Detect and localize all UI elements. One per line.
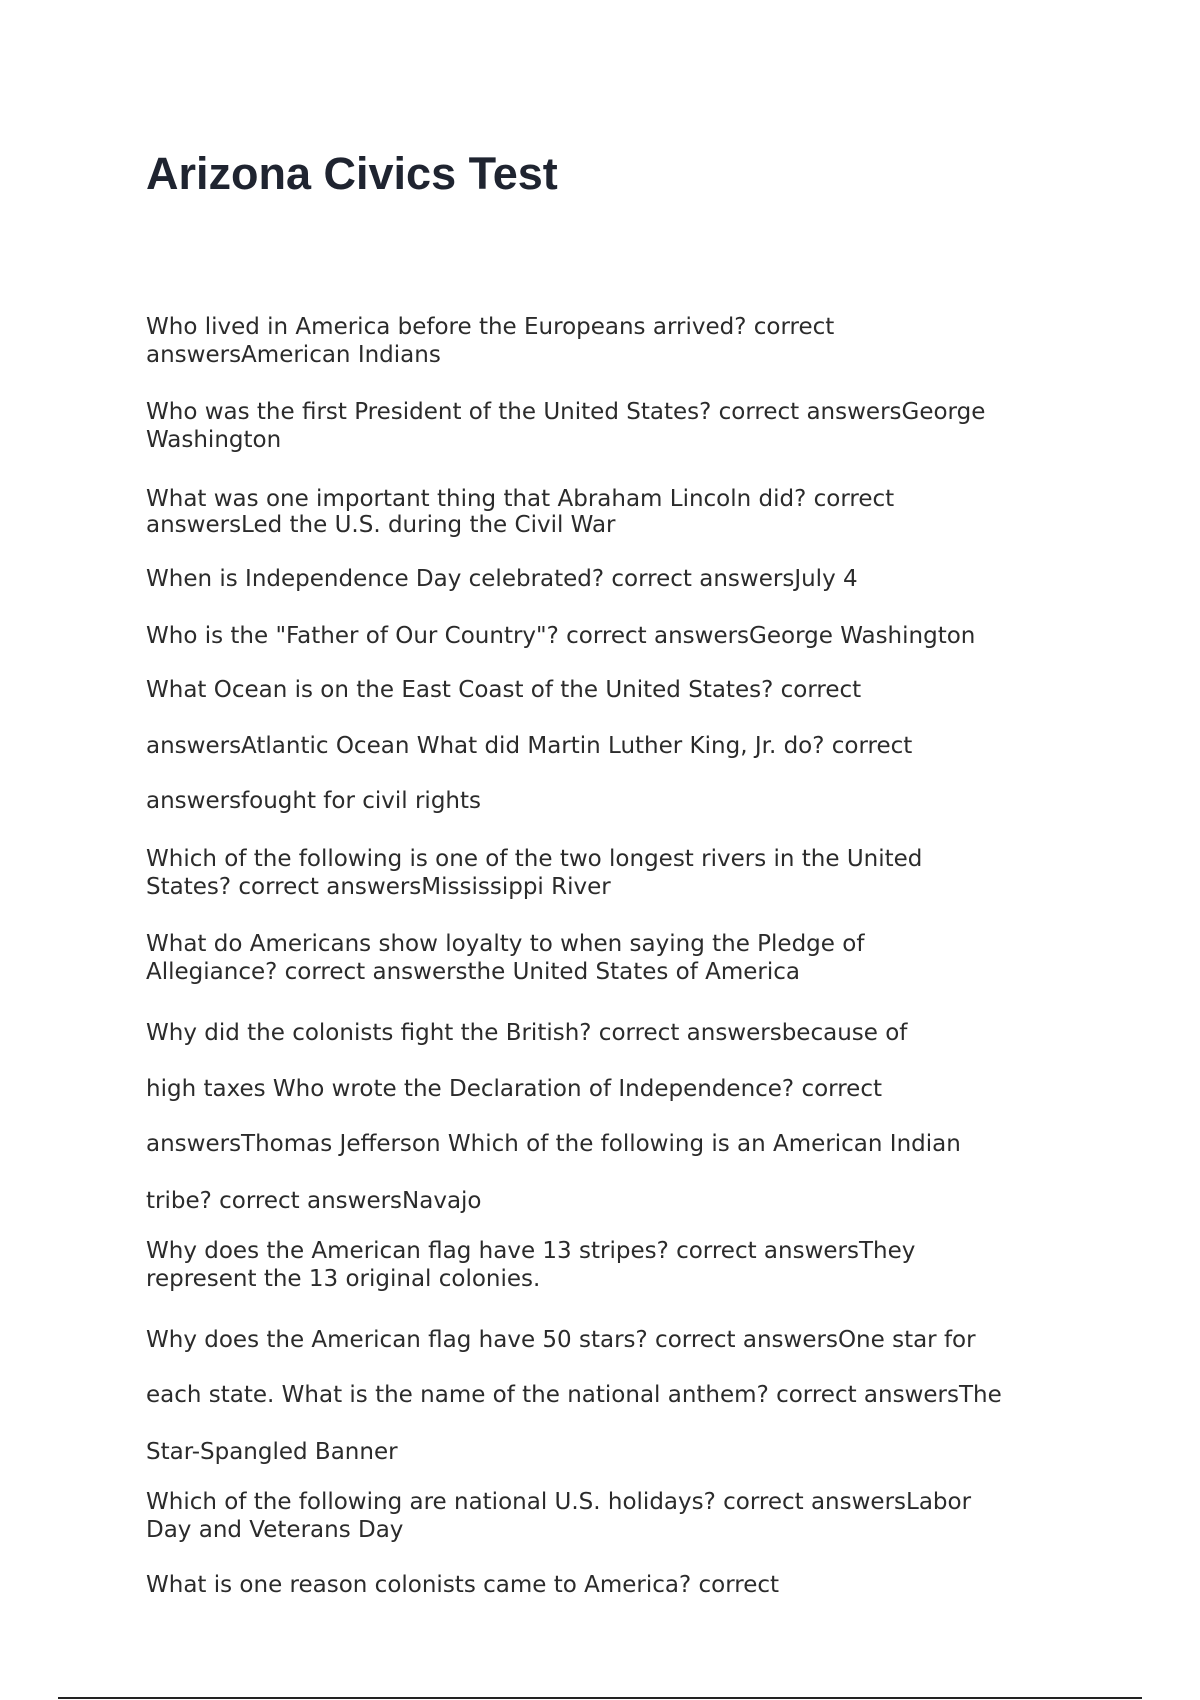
text-line: States? correct answersMississippi River	[146, 874, 611, 900]
text-line: Day and Veterans Day	[146, 1517, 404, 1543]
text-line: Which of the following are national U.S. holidays? correct answersLabor	[146, 1489, 972, 1515]
text-line: What was one important thing that Abraham Lincoln did? correct	[146, 486, 895, 512]
document-title: Arizona Civics Test	[146, 148, 558, 199]
text-line: Who is the "Father of Our Country"? correct answersGeorge Washington	[146, 623, 976, 649]
text-line: answersAtlantic Ocean What did Martin Luther King, Jr. do? correct	[146, 733, 913, 759]
text-line: answersAmerican Indians	[146, 342, 441, 368]
text-line: What is one reason colonists came to America? correct	[146, 1572, 780, 1598]
text-line: tribe? correct answersNavajo	[146, 1188, 482, 1214]
text-line: Allegiance? correct answersthe United States of America	[146, 959, 801, 985]
text-line: Why does the American flag have 13 stripes? correct answersThey	[146, 1238, 916, 1264]
page-bottom-rule	[58, 1697, 1142, 1699]
text-line: answersfought for civil rights	[146, 788, 482, 814]
text-line: each state. What is the name of the national anthem? correct answersThe	[146, 1382, 1002, 1408]
text-line: Who was the first President of the United States? correct answersGeorge	[146, 399, 986, 425]
text-line: What Ocean is on the East Coast of the United States? correct	[146, 677, 862, 703]
text-line: high taxes Who wrote the Declaration of Independence? correct	[146, 1076, 882, 1102]
text-line: Which of the following is one of the two longest rivers in the United	[146, 846, 923, 872]
text-line: answersThomas Jefferson Which of the following is an American Indian	[146, 1131, 961, 1157]
text-line: What do Americans show loyalty to when saying the Pledge of	[146, 931, 865, 957]
text-line: Washington	[146, 427, 282, 453]
text-line: When is Independence Day celebrated? correct answersJuly 4	[146, 566, 858, 592]
text-line: Who lived in America before the Europeans arrived? correct	[146, 314, 835, 340]
text-line: Star-Spangled Banner	[146, 1439, 398, 1465]
text-line: represent the 13 original colonies.	[146, 1266, 541, 1292]
text-line: Why did the colonists fight the British? correct answersbecause of	[146, 1020, 908, 1046]
text-line: answersLed the U.S. during the Civil War	[146, 512, 616, 538]
text-line: Why does the American flag have 50 stars? correct answersOne star for	[146, 1327, 976, 1353]
